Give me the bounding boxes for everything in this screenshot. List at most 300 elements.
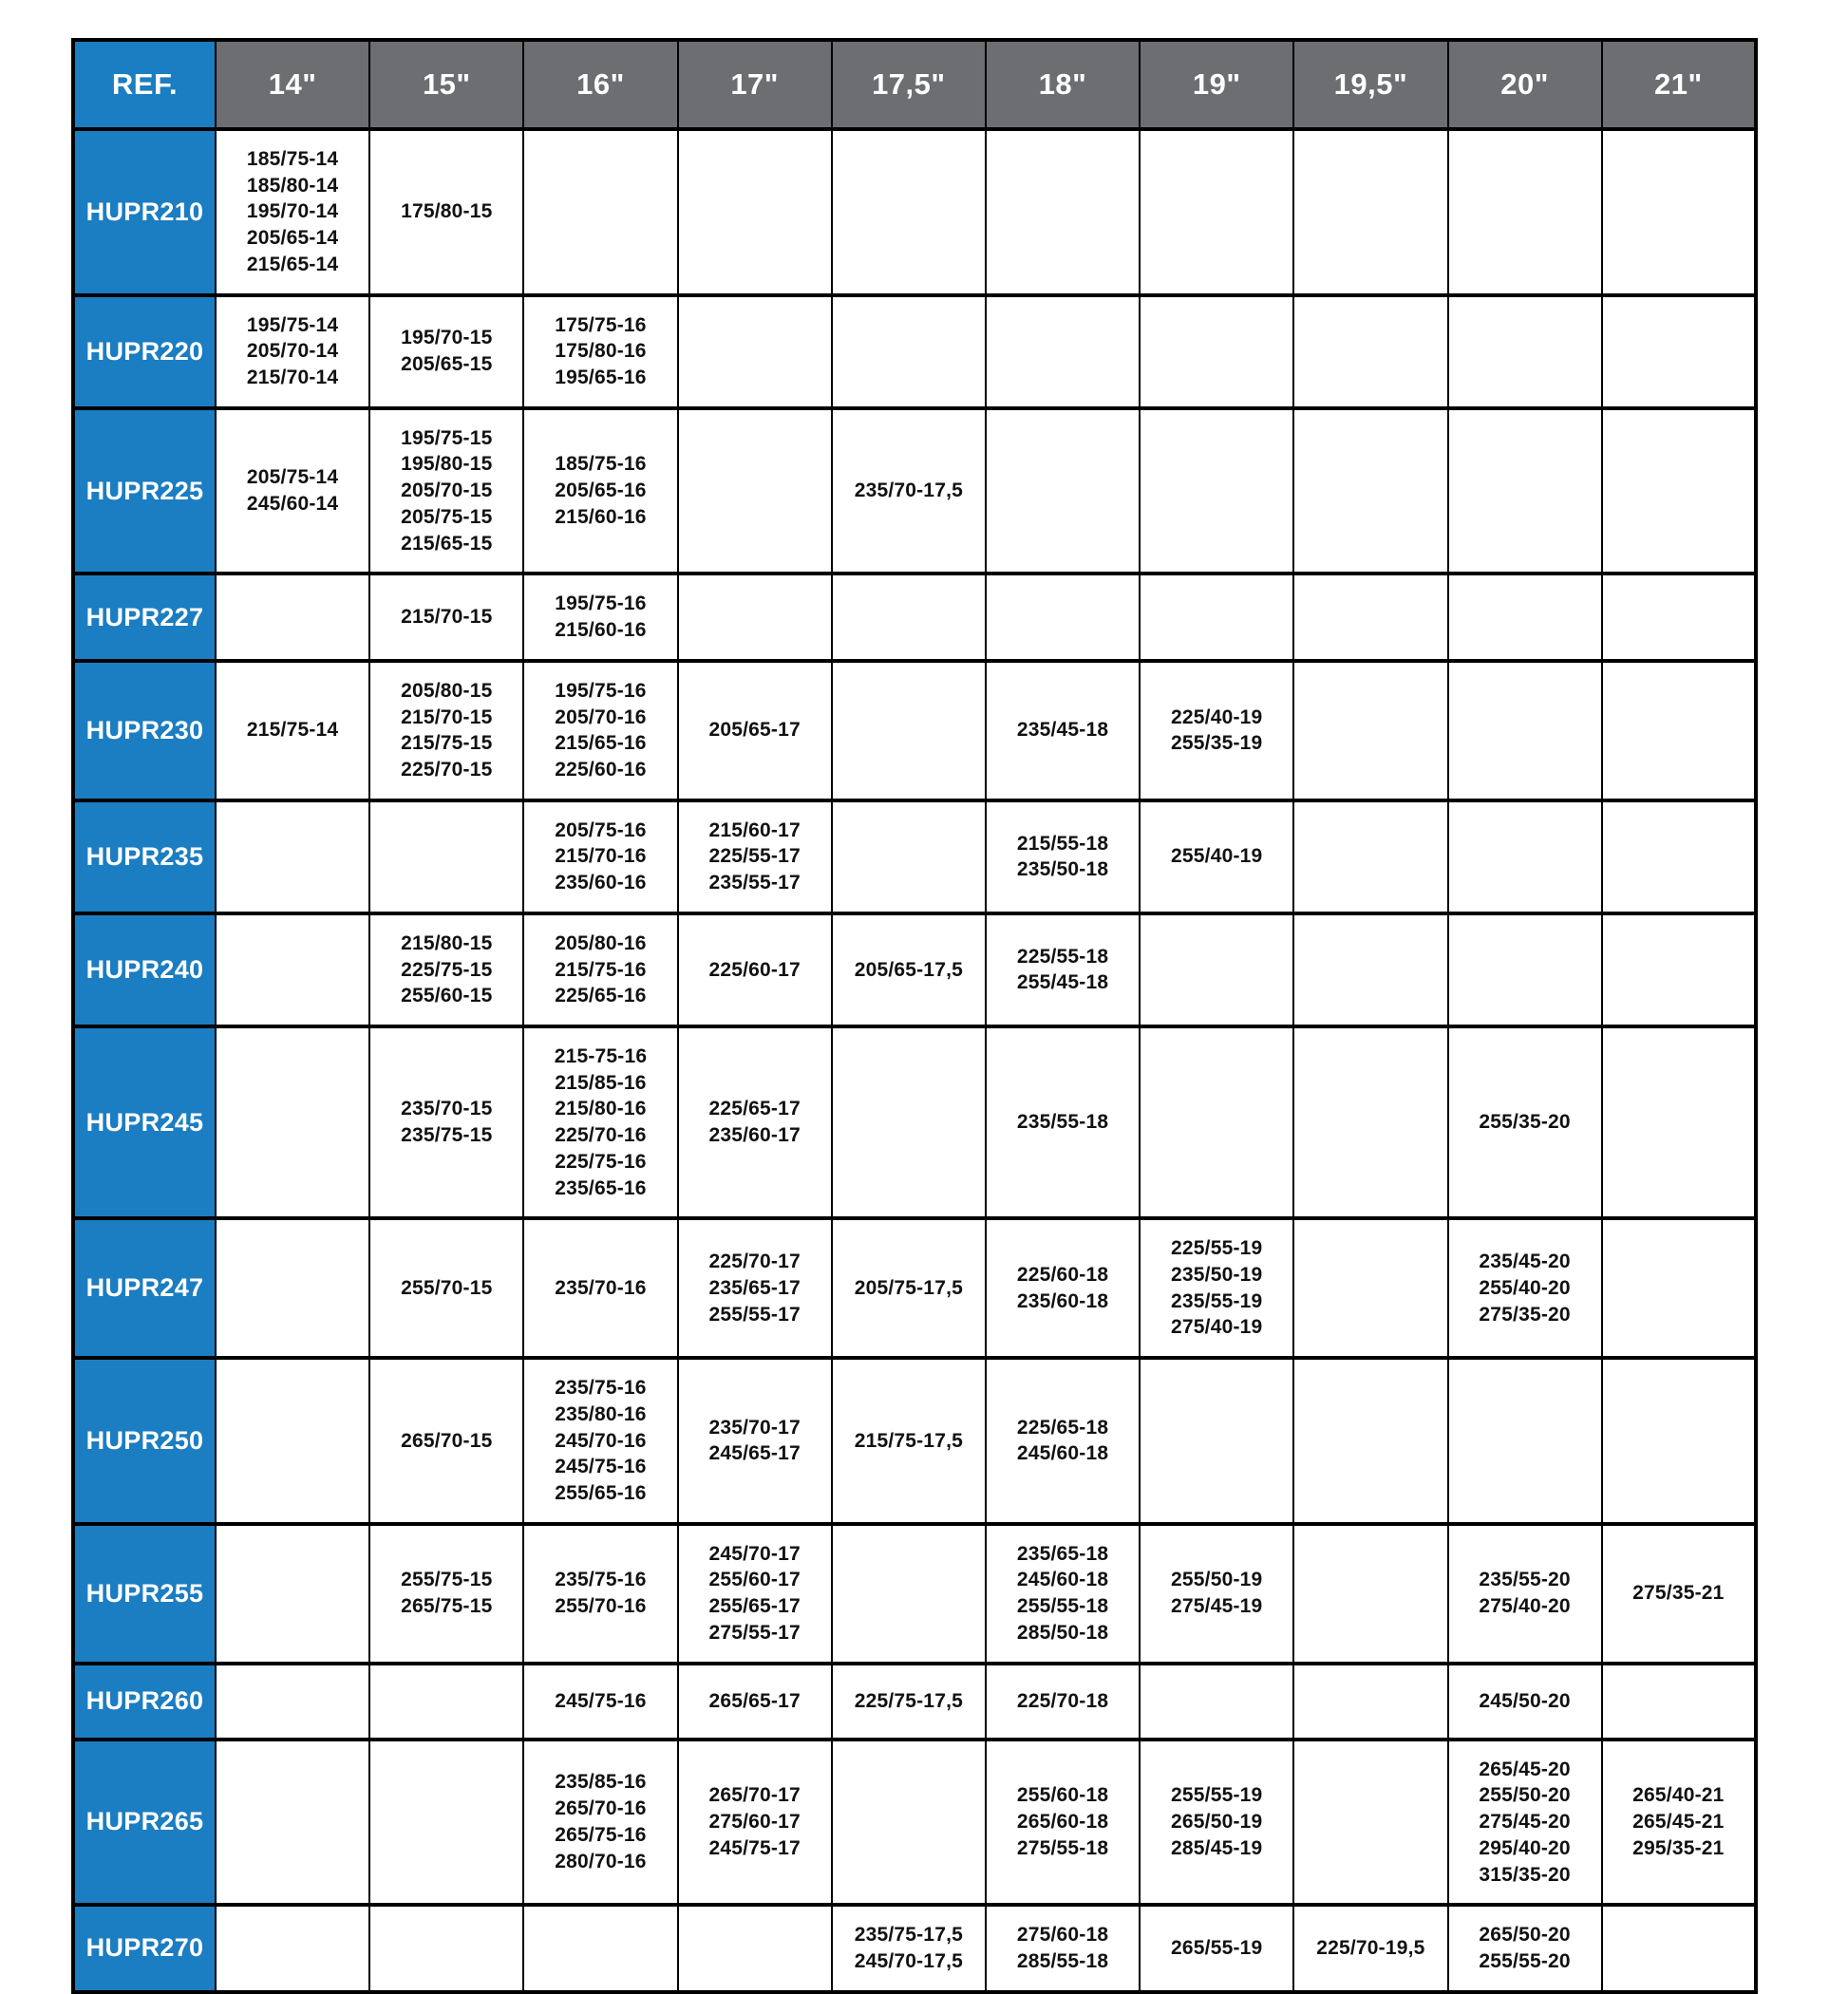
- tire-size: 255/55-19: [1171, 1784, 1263, 1807]
- tire-size: 265/75-15: [401, 1595, 493, 1618]
- tire-size-cell: [369, 1218, 523, 1358]
- tire-size-cell: [832, 1358, 986, 1524]
- tire-size: 215/65-14: [246, 253, 339, 275]
- tire-size-cell: [1448, 408, 1602, 574]
- tire-size-cell: [832, 661, 986, 800]
- tire-size-cell: [678, 1664, 832, 1740]
- ref-cell: HUPR235: [73, 800, 216, 913]
- tire-size-cell: [1602, 1026, 1756, 1218]
- tire-size: 245/65-17: [708, 1442, 801, 1465]
- tire-size: 195/75-15: [401, 426, 493, 449]
- tire-size: 265/65-17: [708, 1689, 801, 1712]
- tire-size-cell: [986, 800, 1140, 913]
- tire-size-cell: [369, 408, 523, 574]
- tire-size-cell: [986, 1524, 1140, 1664]
- tire-size: 245/50-20: [1479, 1689, 1571, 1712]
- tire-size: 195/70-14: [246, 200, 339, 223]
- tire-size: 225/60-17: [708, 958, 801, 981]
- table-row-hupr247: [73, 1218, 1756, 1358]
- tire-size-cell: [1602, 1905, 1756, 1991]
- tire-size: 205/80-15: [401, 679, 493, 702]
- tire-size: 215/65-15: [401, 532, 493, 555]
- tire-size: 265/55-19: [1171, 1937, 1263, 1960]
- tire-size-cell: [1293, 913, 1447, 1026]
- tire-size: 280/70-16: [555, 1850, 647, 1872]
- tire-size: 205/70-14: [246, 340, 339, 363]
- tire-size-cell: [1448, 1664, 1602, 1740]
- tire-size: 215/75-15: [401, 732, 493, 755]
- tire-size: 205/75-16: [555, 818, 647, 841]
- column-header-17in: 17": [678, 40, 832, 129]
- tire-size-cell: [369, 1026, 523, 1218]
- tire-size: 275/40-20: [1479, 1595, 1571, 1618]
- tire-size-cell: [678, 1026, 832, 1218]
- tire-size-cell: [986, 1218, 1140, 1358]
- tire-size-cell: [678, 295, 832, 408]
- tire-size-cell: [1293, 574, 1447, 660]
- tire-size: 255/35-20: [1479, 1111, 1571, 1134]
- tire-size: 235/75-16: [555, 1569, 647, 1591]
- tire-size-cell: [832, 800, 986, 913]
- tire-size: 295/35-21: [1632, 1836, 1725, 1859]
- tire-size-cell: [1293, 1218, 1447, 1358]
- tire-size: 235/45-20: [1479, 1251, 1571, 1273]
- tire-size: 235/75-17,5: [854, 1924, 963, 1947]
- tire-size: 215/80-16: [555, 1098, 647, 1120]
- tire-size: 255/55-20: [1479, 1949, 1571, 1972]
- column-header-14in: 14": [216, 40, 369, 129]
- tire-size: 255/70-15: [401, 1276, 493, 1299]
- tire-size-cell: [832, 408, 986, 574]
- tire-size: 255/55-17: [708, 1303, 801, 1326]
- tire-size: 245/75-17: [708, 1836, 801, 1859]
- tire-size-cell: [1140, 574, 1293, 660]
- tire-size-cell: [1293, 1664, 1447, 1740]
- tire-size-cell: [1293, 1026, 1447, 1218]
- tire-size-cell: [1293, 1524, 1447, 1664]
- table-row-hupr255: [73, 1524, 1756, 1664]
- tire-size-cell: [678, 1524, 832, 1664]
- ref-cell: HUPR227: [73, 574, 216, 660]
- tire-size-cell: [832, 1664, 986, 1740]
- tire-size-cell: [1448, 574, 1602, 660]
- tire-size-cell: [1448, 1905, 1602, 1991]
- tire-size-cell: [369, 574, 523, 660]
- tire-size-cell: [986, 1664, 1140, 1740]
- ref-cell: HUPR265: [73, 1740, 216, 1906]
- tire-size-cell: [678, 800, 832, 913]
- tire-size-cell: [523, 1524, 677, 1664]
- ref-cell: HUPR225: [73, 408, 216, 574]
- column-header-19_5in: 19,5": [1293, 40, 1447, 129]
- tire-size: 255/55-18: [1016, 1595, 1109, 1618]
- tire-size-cell: [1140, 408, 1293, 574]
- tire-size: 265/50-19: [1171, 1811, 1263, 1834]
- tire-size: 225/70-17: [708, 1251, 801, 1273]
- table-row-hupr270: [73, 1905, 1756, 1991]
- tire-size: 215/70-15: [401, 705, 493, 728]
- tire-size-cell: [1448, 295, 1602, 408]
- ref-cell: HUPR250: [73, 1358, 216, 1524]
- tire-size: 215/70-15: [401, 606, 493, 629]
- tire-size: 225/70-19,5: [1316, 1937, 1425, 1960]
- ref-cell: HUPR247: [73, 1218, 216, 1358]
- tire-size: 225/70-18: [1016, 1689, 1109, 1712]
- tire-size: 205/75-15: [401, 505, 493, 528]
- tire-size: 235/70-17,5: [854, 480, 963, 502]
- column-header-18in: 18": [986, 40, 1140, 129]
- tire-size: 195/70-15: [401, 327, 493, 349]
- tire-size-cell: [369, 1664, 523, 1740]
- tire-size: 225/55-17: [708, 845, 801, 868]
- tire-size: 265/40-21: [1632, 1784, 1725, 1807]
- tire-size-cell: [1293, 129, 1447, 295]
- tire-size: 215/70-16: [555, 845, 647, 868]
- tire-size: 235/50-19: [1171, 1264, 1263, 1286]
- tire-size: 225/70-15: [401, 758, 493, 781]
- tire-size: 175/80-15: [401, 200, 493, 223]
- tire-size: 275/55-17: [708, 1621, 801, 1644]
- tire-size: 275/45-19: [1171, 1595, 1263, 1618]
- tire-size-cell: [1602, 1664, 1756, 1740]
- tire-size: 255/40-19: [1171, 845, 1263, 868]
- tire-size: 205/65-15: [401, 353, 493, 376]
- tire-size-cell: [1293, 800, 1447, 913]
- tire-size: 275/45-20: [1479, 1811, 1571, 1834]
- tire-size: 175/80-16: [555, 340, 647, 363]
- tire-size-cell: [523, 1026, 677, 1218]
- tire-size-cell: [523, 129, 677, 295]
- tire-size: 235/55-20: [1479, 1569, 1571, 1591]
- tire-size-cell: [216, 1524, 369, 1664]
- tire-size-cell: [1448, 1358, 1602, 1524]
- tire-size: 225/55-18: [1016, 945, 1109, 968]
- tire-size-cell: [523, 1218, 677, 1358]
- tire-size: 315/35-20: [1479, 1863, 1571, 1886]
- column-header-19in: 19": [1140, 40, 1293, 129]
- tire-size-cell: [1140, 1524, 1293, 1664]
- column-header-16in: 16": [523, 40, 677, 129]
- tire-size: 205/65-16: [555, 480, 647, 502]
- table-row-hupr245: [73, 1026, 1756, 1218]
- tire-size: 265/60-18: [1016, 1811, 1109, 1834]
- tire-size: 265/45-20: [1479, 1758, 1571, 1780]
- tire-size: 255/60-15: [401, 985, 493, 1007]
- tire-size-cell: [1140, 661, 1293, 800]
- tire-size: 225/75-17,5: [854, 1689, 963, 1712]
- tire-size: 265/75-16: [555, 1823, 647, 1846]
- tire-size-cell: [986, 408, 1140, 574]
- ref-cell: HUPR260: [73, 1664, 216, 1740]
- tire-size: 215/75-14: [246, 719, 339, 742]
- tire-size-cell: [1602, 129, 1756, 295]
- tire-size-cell: [1140, 1740, 1293, 1906]
- tire-size: 205/65-14: [246, 227, 339, 250]
- tire-size-cell: [369, 1358, 523, 1524]
- tire-size: 225/65-17: [708, 1098, 801, 1120]
- tire-size: 245/75-16: [555, 1689, 647, 1712]
- tire-size-cell: [369, 1524, 523, 1664]
- tire-size: 245/70-16: [555, 1429, 647, 1452]
- column-header-15in: 15": [369, 40, 523, 129]
- tire-size: 205/75-17,5: [854, 1276, 963, 1299]
- table-row-hupr235: [73, 800, 1756, 913]
- tire-size: 235/55-19: [1171, 1289, 1263, 1312]
- tire-size-cell: [523, 800, 677, 913]
- tire-size: 205/80-16: [555, 931, 647, 954]
- tire-size: 215/60-16: [555, 619, 647, 642]
- tire-size: 185/80-14: [246, 174, 339, 197]
- table-row-hupr230: [73, 661, 1756, 800]
- tire-size: 255/60-18: [1016, 1784, 1109, 1807]
- tire-size-cell: [832, 129, 986, 295]
- tire-size-cell: [986, 1026, 1140, 1218]
- tire-size: 175/75-16: [555, 313, 647, 336]
- tire-size: 285/55-18: [1016, 1949, 1109, 1972]
- tire-size-cell: [986, 1740, 1140, 1906]
- tire-size: 255/40-20: [1479, 1276, 1571, 1299]
- tire-size: 245/60-18: [1016, 1569, 1109, 1591]
- tire-size-cell: [523, 574, 677, 660]
- tire-size-cell: [678, 1905, 832, 1991]
- tire-size: 245/70-17,5: [854, 1949, 963, 1972]
- table-row-hupr220: [73, 295, 1756, 408]
- tire-size: 245/60-18: [1016, 1442, 1109, 1465]
- tire-size-cell: [1602, 574, 1756, 660]
- tire-size: 275/60-17: [708, 1811, 801, 1834]
- ref-cell: HUPR210: [73, 129, 216, 295]
- tire-size-cell: [1293, 295, 1447, 408]
- tire-size: 255/35-19: [1171, 732, 1263, 755]
- tire-size-cell: [678, 129, 832, 295]
- ref-cell: HUPR255: [73, 1524, 216, 1664]
- ref-cell: HUPR245: [73, 1026, 216, 1218]
- tire-size-cell: [369, 913, 523, 1026]
- tire-size: 235/60-16: [555, 872, 647, 894]
- tire-size-cell: [1140, 800, 1293, 913]
- tire-size-cell: [523, 1664, 677, 1740]
- tire-size: 265/70-16: [555, 1797, 647, 1820]
- tire-size: 255/65-16: [555, 1482, 647, 1505]
- table-row-hupr265: [73, 1740, 1756, 1906]
- tire-size-cell: [1293, 661, 1447, 800]
- tire-size: 225/60-18: [1016, 1264, 1109, 1286]
- tire-size: 215/55-18: [1016, 832, 1109, 855]
- tire-size-cell: [1140, 913, 1293, 1026]
- tire-size-table: [71, 38, 1758, 1994]
- tire-size-cell: [1293, 408, 1447, 574]
- tire-size-cell: [369, 661, 523, 800]
- ref-cell: HUPR220: [73, 295, 216, 408]
- tire-size-cell: [1602, 1358, 1756, 1524]
- tire-size-cell: [523, 408, 677, 574]
- tire-size-cell: [832, 1026, 986, 1218]
- tire-size: 215/60-17: [708, 818, 801, 841]
- tire-size-cell: [369, 1740, 523, 1906]
- tire-size: 215/75-16: [555, 958, 647, 981]
- tire-size: 225/40-19: [1171, 705, 1263, 728]
- tire-size: 225/75-15: [401, 958, 493, 981]
- tire-size: 195/75-14: [246, 313, 339, 336]
- tire-size: 255/75-15: [401, 1569, 493, 1591]
- tire-size-cell: [986, 295, 1140, 408]
- table-row-hupr260: [73, 1664, 1756, 1740]
- tire-size: 265/45-21: [1632, 1811, 1725, 1834]
- tire-size: 235/75-15: [401, 1124, 493, 1147]
- tire-size-cell: [216, 1740, 369, 1906]
- tire-size: 195/75-16: [555, 593, 647, 615]
- tire-size: 235/65-16: [555, 1176, 647, 1199]
- tire-size-cell: [678, 408, 832, 574]
- tire-size: 235/75-16: [555, 1377, 647, 1400]
- tire-size: 225/65-18: [1016, 1416, 1109, 1439]
- tire-size-cell: [1448, 129, 1602, 295]
- tire-size-cell: [832, 1218, 986, 1358]
- tire-size: 295/40-20: [1479, 1836, 1571, 1859]
- tire-size-cell: [678, 913, 832, 1026]
- tire-size: 225/70-16: [555, 1124, 647, 1147]
- tire-size-cell: [1293, 1358, 1447, 1524]
- ref-column-header: REF.: [73, 40, 216, 129]
- column-header-20in: 20": [1448, 40, 1602, 129]
- tire-size-cell: [678, 1740, 832, 1906]
- tire-size-cell: [1140, 1026, 1293, 1218]
- tire-size: 235/70-15: [401, 1098, 493, 1120]
- tire-size: 185/75-14: [246, 148, 339, 170]
- tire-size: 195/75-16: [555, 679, 647, 702]
- tire-size-cell: [523, 295, 677, 408]
- tire-size-cell: [1140, 1218, 1293, 1358]
- tire-size-cell: [986, 574, 1140, 660]
- ref-cell: HUPR240: [73, 913, 216, 1026]
- tire-size-cell: [1602, 295, 1756, 408]
- tire-size-cell: [1293, 1740, 1447, 1906]
- tire-size: 255/65-17: [708, 1595, 801, 1618]
- tire-size-cell: [986, 129, 1140, 295]
- tire-size-cell: [1140, 1905, 1293, 1991]
- tire-size-cell: [1140, 129, 1293, 295]
- tire-size: 215-75-16: [554, 1044, 648, 1067]
- tire-size: 195/65-16: [555, 367, 647, 389]
- table-row-hupr250: [73, 1358, 1756, 1524]
- tire-size-cell: [369, 1905, 523, 1991]
- tire-size-cell: [832, 1740, 986, 1906]
- tire-size-cell: [1448, 913, 1602, 1026]
- tire-size-cell: [216, 1218, 369, 1358]
- tire-size-cell: [523, 1358, 677, 1524]
- tire-size-cell: [986, 913, 1140, 1026]
- tire-size-cell: [523, 1740, 677, 1906]
- tire-size: 225/55-19: [1171, 1237, 1263, 1260]
- ref-cell: HUPR270: [73, 1905, 216, 1991]
- tire-size: 245/60-14: [246, 493, 339, 516]
- tire-size-cell: [1140, 1664, 1293, 1740]
- tire-size-cell: [1602, 408, 1756, 574]
- tire-size-cell: [216, 129, 369, 295]
- tire-size: 235/60-18: [1016, 1289, 1109, 1312]
- tire-size: 265/70-17: [708, 1784, 801, 1807]
- tire-size-cell: [678, 661, 832, 800]
- tire-size: 255/50-20: [1479, 1784, 1571, 1807]
- tire-size: 235/55-17: [708, 872, 801, 894]
- table-row-hupr210: [73, 129, 1756, 295]
- tire-size: 235/65-18: [1016, 1542, 1109, 1565]
- tire-size: 205/70-16: [555, 705, 647, 728]
- tire-size: 235/55-18: [1016, 1111, 1109, 1134]
- tire-size-cell: [832, 913, 986, 1026]
- tire-size-cell: [216, 1664, 369, 1740]
- tire-size: 255/50-19: [1171, 1569, 1263, 1591]
- tire-size: 275/60-18: [1016, 1924, 1109, 1947]
- tire-size: 265/70-15: [401, 1429, 493, 1452]
- tire-size-cell: [1448, 661, 1602, 800]
- tire-size-cell: [523, 661, 677, 800]
- tire-size-cell: [216, 913, 369, 1026]
- tire-size: 285/50-18: [1016, 1621, 1109, 1644]
- header-row: [73, 40, 1756, 129]
- tire-size-cell: [832, 1524, 986, 1664]
- tire-size: 235/70-16: [555, 1276, 647, 1299]
- tire-size-cell: [832, 295, 986, 408]
- column-header-21in: 21": [1602, 40, 1756, 129]
- tire-size: 215/70-14: [246, 367, 339, 389]
- tire-size-cell: [1602, 913, 1756, 1026]
- tire-size-cell: [1140, 1358, 1293, 1524]
- ref-cell: HUPR230: [73, 661, 216, 800]
- tire-size-cell: [369, 129, 523, 295]
- tire-size-cell: [216, 1905, 369, 1991]
- tire-size-cell: [1602, 1524, 1756, 1664]
- column-header-17_5in: 17,5": [832, 40, 986, 129]
- tire-size: 185/75-16: [555, 453, 647, 476]
- tire-size: 205/70-15: [401, 480, 493, 502]
- tire-size-cell: [1448, 1218, 1602, 1358]
- tire-size: 215/75-17,5: [854, 1429, 963, 1452]
- tire-size: 205/65-17,5: [854, 958, 963, 981]
- tire-size-cell: [986, 661, 1140, 800]
- tire-size: 275/35-21: [1632, 1582, 1725, 1605]
- tire-size-cell: [369, 800, 523, 913]
- tire-size-cell: [1448, 1740, 1602, 1906]
- tire-size: 215/65-16: [555, 732, 647, 755]
- tire-size-cell: [1602, 1218, 1756, 1358]
- tire-size: 235/60-17: [708, 1124, 801, 1147]
- tire-size: 195/80-15: [401, 453, 493, 476]
- tire-size: 265/50-20: [1479, 1924, 1571, 1947]
- tire-size-cell: [369, 295, 523, 408]
- tire-size: 275/40-19: [1171, 1316, 1263, 1339]
- tire-size: 235/45-18: [1016, 719, 1109, 742]
- tire-size-cell: [216, 661, 369, 800]
- tire-size: 235/70-17: [708, 1416, 801, 1439]
- tire-size-cell: [1448, 1026, 1602, 1218]
- tire-size: 205/75-14: [246, 466, 339, 489]
- tire-size-cell: [1293, 1905, 1447, 1991]
- tire-size: 245/75-16: [555, 1456, 647, 1478]
- tire-size: 235/65-17: [708, 1276, 801, 1299]
- tire-size-cell: [1448, 800, 1602, 913]
- tire-size: 235/85-16: [555, 1771, 647, 1794]
- tire-size-cell: [832, 574, 986, 660]
- tire-size-cell: [216, 408, 369, 574]
- tire-size-cell: [832, 1905, 986, 1991]
- tire-size-cell: [1602, 661, 1756, 800]
- tire-size: 255/70-16: [555, 1595, 647, 1618]
- tire-size: 205/65-17: [708, 719, 801, 742]
- tire-size-cell: [216, 1358, 369, 1524]
- tire-size: 255/45-18: [1016, 971, 1109, 994]
- tire-size-cell: [1602, 800, 1756, 913]
